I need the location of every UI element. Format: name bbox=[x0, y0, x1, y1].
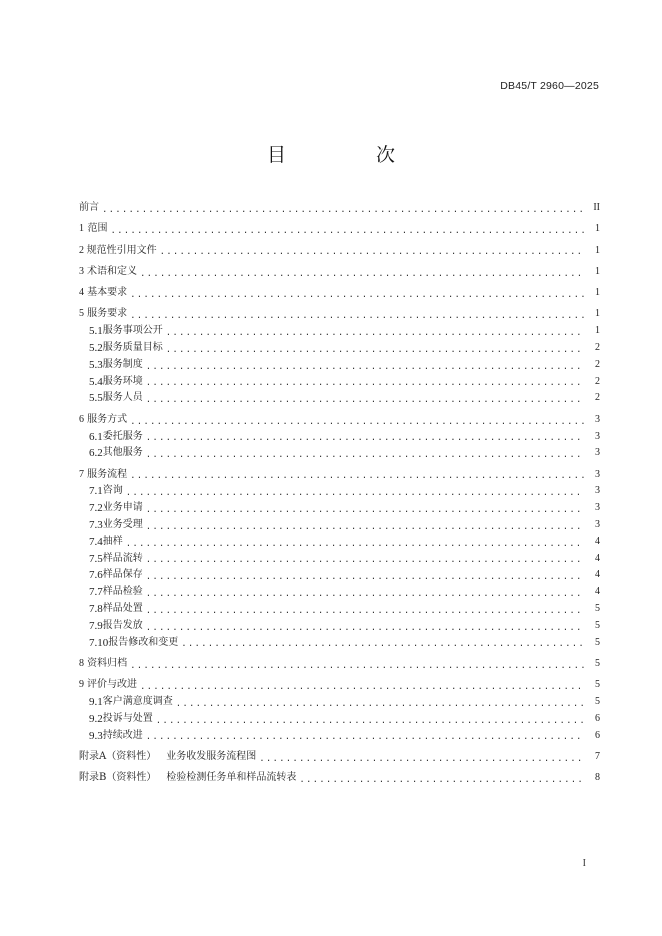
toc-entry-9[interactable] bbox=[79, 677, 600, 694]
toc-entry-label: 服务环境 bbox=[102, 375, 143, 387]
toc-entry-label: 服务方式 bbox=[87, 413, 128, 425]
toc-entry-number: 9.2 bbox=[89, 712, 103, 725]
toc-entry-5-5[interactable] bbox=[79, 390, 600, 407]
toc-entry-7-10[interactable] bbox=[79, 635, 600, 652]
toc-entry-page: 3 bbox=[595, 413, 600, 425]
toc-entry-label: 评价与改进 bbox=[86, 679, 137, 691]
toc-leader-dots bbox=[102, 203, 584, 217]
toc-entry-foreword[interactable] bbox=[79, 200, 600, 217]
toc-entry-9-2[interactable] bbox=[79, 711, 600, 728]
toc-entry-label: 委托服务 bbox=[102, 430, 143, 442]
toc-leader-dots bbox=[259, 752, 584, 766]
toc-entry-5[interactable] bbox=[79, 306, 600, 323]
toc-entry-page: 3 bbox=[595, 430, 600, 442]
toc-entry-label: 其他服务 bbox=[102, 447, 143, 459]
toc-entry-9-3[interactable] bbox=[79, 728, 600, 745]
toc-entry-label: 服务事项公开 bbox=[102, 325, 163, 337]
toc-entry-number: 7.5 bbox=[89, 552, 103, 565]
toc-entry-number: 7.2 bbox=[89, 502, 103, 515]
toc-leader-dots bbox=[160, 245, 584, 259]
toc-leader-dots bbox=[126, 486, 584, 500]
toc-leader-dots bbox=[146, 730, 584, 744]
toc-entry-page: 5 bbox=[595, 603, 600, 615]
table-of-contents bbox=[79, 200, 600, 787]
toc-entry-9-1[interactable] bbox=[79, 694, 600, 711]
toc-entry-label: 客户满意度调查 bbox=[102, 696, 173, 708]
toc-entry-number: 6.1 bbox=[89, 430, 103, 443]
document-code: DB45/T 2960—2025 bbox=[500, 80, 599, 92]
toc-entry-number: 3 bbox=[79, 265, 84, 277]
toc-entry-6-2[interactable] bbox=[79, 445, 600, 462]
toc-entry-5-3[interactable] bbox=[79, 357, 600, 374]
toc-entry-label: 服务质量目标 bbox=[102, 342, 163, 354]
toc-entry-page: 1 bbox=[595, 265, 600, 277]
toc-entry-page: 6 bbox=[595, 712, 600, 724]
toc-entry-label: 范围 bbox=[87, 223, 108, 235]
toc-entry-label: 术语和定义 bbox=[86, 265, 137, 277]
toc-entry-label: 服务制度 bbox=[102, 358, 143, 370]
toc-leader-dots bbox=[146, 621, 584, 635]
toc-leader-dots bbox=[166, 326, 584, 340]
toc-leader-dots bbox=[146, 553, 584, 567]
toc-leader-dots bbox=[146, 604, 584, 618]
toc-entry-number: 7.6 bbox=[89, 569, 103, 582]
toc-entry-number: 8 bbox=[79, 657, 84, 669]
toc-entry-number: 6.2 bbox=[89, 447, 103, 460]
toc-entry-label: 报告发放 bbox=[102, 619, 143, 631]
toc-entry-number: 1 bbox=[79, 223, 84, 235]
toc-entry-page: 5 bbox=[595, 619, 600, 631]
toc-entry-2[interactable] bbox=[79, 243, 600, 260]
toc-entry-page: 7 bbox=[595, 750, 600, 762]
toc-leader-dots bbox=[146, 360, 584, 374]
toc-entry-label: 样品检验 bbox=[102, 586, 143, 598]
toc-entry-label: 业务受理 bbox=[102, 519, 143, 531]
toc-leader-dots bbox=[140, 680, 584, 694]
toc-entry-label: 基本要求 bbox=[87, 287, 128, 299]
toc-entry-7[interactable] bbox=[79, 467, 600, 484]
toc-entry-label: 服务流程 bbox=[87, 468, 128, 480]
toc-entry-page: 6 bbox=[595, 729, 600, 741]
toc-leader-dots bbox=[146, 587, 584, 601]
toc-entry-number: 7.10 bbox=[89, 636, 109, 649]
toc-entry-7-4[interactable] bbox=[79, 534, 600, 551]
toc-entry-page: 2 bbox=[595, 358, 600, 370]
toc-entry-page: 3 bbox=[595, 502, 600, 514]
toc-entry-number: 4 bbox=[79, 287, 84, 299]
toc-entry-7-8[interactable] bbox=[79, 601, 600, 618]
toc-entry-page: 1 bbox=[595, 308, 600, 320]
toc-entry-page: 2 bbox=[595, 392, 600, 404]
toc-leader-dots bbox=[146, 393, 584, 407]
toc-annex-heading: 附录A（资料性） bbox=[79, 750, 157, 762]
toc-entry-label: 抽样 bbox=[102, 535, 123, 547]
toc-leader-dots bbox=[130, 469, 584, 483]
toc-entry-label: 规范性引用文件 bbox=[86, 244, 157, 256]
toc-entry-label: 样品保存 bbox=[102, 569, 143, 581]
toc-leader-dots bbox=[130, 288, 584, 302]
toc-leader-dots bbox=[146, 431, 584, 445]
toc-entry-5-1[interactable] bbox=[79, 323, 600, 340]
toc-entry-number: 2 bbox=[79, 244, 84, 256]
toc-annex-heading: 附录B（资料性） bbox=[79, 772, 157, 784]
toc-entry-page: 5 bbox=[595, 636, 600, 648]
toc-entry-5-4[interactable] bbox=[79, 374, 600, 391]
toc-leader-dots bbox=[176, 697, 584, 711]
toc-entry-page: 4 bbox=[595, 569, 600, 581]
toc-entry-7-6[interactable] bbox=[79, 567, 600, 584]
toc-entry-label: 前言 bbox=[79, 202, 99, 213]
toc-leader-dots bbox=[140, 267, 584, 281]
toc-entry-number: 5.5 bbox=[89, 392, 103, 405]
toc-entry-number: 7.1 bbox=[89, 485, 103, 498]
toc-entry-number: 5.1 bbox=[89, 325, 103, 338]
toc-entry-number: 5.4 bbox=[89, 375, 103, 388]
toc-entry-page: 3 bbox=[595, 468, 600, 480]
toc-entry-4[interactable] bbox=[79, 285, 600, 302]
toc-entry-number: 5.3 bbox=[89, 358, 103, 371]
toc-leader-dots bbox=[146, 448, 584, 462]
toc-entry-1[interactable] bbox=[79, 221, 600, 238]
toc-leader-dots bbox=[146, 503, 584, 517]
toc-entry-page: 3 bbox=[595, 447, 600, 459]
toc-entry-5-2[interactable] bbox=[79, 340, 600, 357]
toc-entry-page: 1 bbox=[595, 244, 600, 256]
toc-entry-page: 4 bbox=[595, 535, 600, 547]
toc-entry-3[interactable] bbox=[79, 264, 600, 281]
toc-entry-page: 3 bbox=[595, 485, 600, 497]
toc-entry-number: 7 bbox=[79, 468, 84, 480]
toc-entry-7-5[interactable] bbox=[79, 551, 600, 568]
toc-entry-page: 1 bbox=[595, 287, 600, 299]
toc-entry-7-7[interactable] bbox=[79, 584, 600, 601]
toc-entry-number: 7.9 bbox=[89, 619, 103, 632]
toc-leader-dots bbox=[146, 570, 584, 584]
toc-leader-dots bbox=[126, 537, 584, 551]
toc-entry-number: 5 bbox=[79, 308, 84, 320]
toc-entry-page: II bbox=[593, 202, 600, 213]
toc-entry-page: 2 bbox=[595, 375, 600, 387]
toc-entry-page: 8 bbox=[595, 772, 600, 784]
page-title: 目 次 bbox=[266, 144, 438, 166]
toc-entry-label: 资料归档 bbox=[87, 657, 128, 669]
toc-entry-label: 服务要求 bbox=[87, 308, 128, 320]
toc-entry-number: 5.2 bbox=[89, 342, 103, 355]
toc-leader-dots bbox=[146, 376, 584, 390]
toc-leader-dots bbox=[166, 343, 584, 357]
toc-leader-dots bbox=[130, 415, 584, 429]
toc-leader-dots bbox=[156, 714, 584, 728]
toc-entry-page: 2 bbox=[595, 342, 600, 354]
toc-entry-page: 5 bbox=[595, 696, 600, 708]
toc-entry-7-3[interactable] bbox=[79, 517, 600, 534]
toc-entry-page: 1 bbox=[595, 223, 600, 235]
toc-entry-number: 9 bbox=[79, 679, 84, 691]
toc-entry-number: 9.3 bbox=[89, 729, 103, 742]
toc-entry-number: 9.1 bbox=[89, 696, 103, 709]
toc-entry-page: 4 bbox=[595, 586, 600, 598]
toc-entry-page: 4 bbox=[595, 552, 600, 564]
toc-entry-7-2[interactable] bbox=[79, 500, 600, 517]
toc-leader-dots bbox=[130, 659, 584, 673]
toc-entry-label: 业务申请 bbox=[102, 502, 143, 514]
toc-entry-page: 5 bbox=[595, 679, 600, 691]
toc-entry-label: 样品处置 bbox=[102, 603, 143, 615]
page-number: I bbox=[582, 858, 586, 869]
toc-entry-label: 持续改进 bbox=[102, 729, 143, 741]
toc-entry-8[interactable] bbox=[79, 656, 600, 673]
toc-leader-dots bbox=[146, 520, 584, 534]
toc-entry-page: 1 bbox=[595, 325, 600, 337]
toc-entry-annex-a[interactable] bbox=[79, 749, 600, 766]
toc-entry-7-1[interactable] bbox=[79, 483, 600, 500]
toc-leader-dots bbox=[130, 309, 584, 323]
toc-entry-number: 7.3 bbox=[89, 519, 103, 532]
toc-entry-label: 咨询 bbox=[102, 485, 123, 497]
toc-leader-dots bbox=[111, 224, 585, 238]
toc-entry-page: 5 bbox=[595, 657, 600, 669]
toc-entry-number: 7.4 bbox=[89, 535, 103, 548]
toc-entry-number: 7.7 bbox=[89, 586, 103, 599]
toc-entry-label: 服务人员 bbox=[102, 392, 143, 404]
toc-entry-label: 样品流转 bbox=[102, 552, 143, 564]
toc-entry-7-9[interactable] bbox=[79, 618, 600, 635]
toc-entry-label: 报告修改和变更 bbox=[108, 636, 179, 648]
toc-entry-label: 业务收发服务流程图 bbox=[166, 750, 257, 762]
toc-leader-dots bbox=[181, 637, 584, 651]
toc-entry-label: 检验检测任务单和样品流转表 bbox=[166, 772, 297, 784]
toc-leader-dots bbox=[299, 773, 584, 787]
toc-entry-number: 7.8 bbox=[89, 603, 103, 616]
toc-entry-page: 3 bbox=[595, 519, 600, 531]
toc-entry-annex-b[interactable] bbox=[79, 770, 600, 787]
toc-entry-label: 投诉与处置 bbox=[102, 712, 153, 724]
toc-entry-number: 6 bbox=[79, 413, 84, 425]
toc-entry-6[interactable] bbox=[79, 412, 600, 429]
toc-entry-6-1[interactable] bbox=[79, 429, 600, 446]
